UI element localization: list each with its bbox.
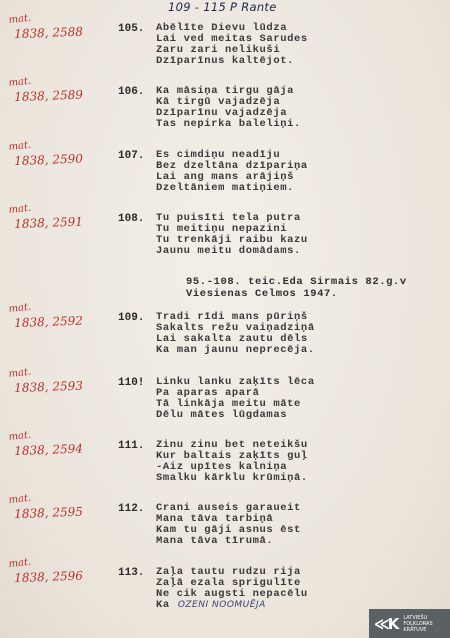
verse-line: Dēlu mātes lūgdamas <box>156 409 288 421</box>
verse-lines <box>156 503 301 547</box>
entry-number: 107. <box>118 150 145 162</box>
verse-lines <box>156 213 308 257</box>
note-line: Viesienas Celmos 1947. <box>186 288 338 300</box>
mat-label: mat. <box>8 366 32 380</box>
entry-number: 110! <box>118 377 145 389</box>
verse-line: -Aiz upītes kalniņa <box>156 461 288 473</box>
verse-lines <box>156 23 308 67</box>
entry-number: 111. <box>118 440 145 452</box>
verse-line: Kam tu gāji asnus ēst <box>156 524 301 536</box>
verse-line: Lai ang mans arājiņš <box>156 171 295 183</box>
verse-line: Mana tāva tīrumā. <box>156 535 274 547</box>
verse-line: Zinu zinu bet neteikšu <box>156 439 308 451</box>
verse-lines <box>156 377 315 421</box>
verse-line: Jaunu meitu domādams. <box>156 245 301 257</box>
archive-code: 1838, 2594 <box>14 441 84 458</box>
verse-line: Ka <box>156 599 170 611</box>
verse-lines <box>156 440 308 484</box>
verse-line: Zaļā ezala sprigulīte <box>156 577 301 589</box>
mat-label: mat. <box>8 12 32 26</box>
logo-text <box>403 615 432 633</box>
entry-number: 109. <box>118 312 145 324</box>
verse-line: Tā linkāja meitu māte <box>156 398 301 410</box>
verse-line: Tradi rīdi mans pūriņš <box>156 311 308 323</box>
verse-line: Dzīparīnus kaltējot. <box>156 55 295 67</box>
verse-line: Ne cik augsti nepacēlu <box>156 588 308 600</box>
verse-line: Bez dzeltāna dzīpariņa <box>156 160 308 172</box>
verse-line: Abēlīte Dievu lūdza <box>156 22 288 34</box>
entry-number: 105. <box>118 23 145 35</box>
verse-line: Lai ved meitas Sarudes <box>156 33 308 45</box>
verse-line: Crani auseis garaueit <box>156 502 301 514</box>
mat-label: mat. <box>8 75 32 89</box>
archive-code: 1838, 2592 <box>14 313 84 330</box>
verse-line: Tu trenkāji raibu kazu <box>156 234 308 246</box>
verse-line: Es cimdiņu neadīju <box>156 149 281 161</box>
archive-code: 1838, 2596 <box>14 568 84 585</box>
verse-line: Pa aparas aparā <box>156 387 260 399</box>
verse-line: Kur baltais zaķīts guļ <box>156 450 308 462</box>
verse-line: Dzīparīnu vajadzēja <box>156 107 288 119</box>
entry-number: 113. <box>118 567 145 579</box>
verse-lines <box>156 150 308 194</box>
archive-code: 1838, 2593 <box>14 378 84 395</box>
verse-line: Ka man jaunu neprecēja. <box>156 344 315 356</box>
verse-lines <box>156 312 315 356</box>
verse-lines <box>156 86 301 130</box>
mat-label: mat. <box>8 202 32 216</box>
page-header: 109 - 115 P Rante <box>168 0 277 14</box>
archive-code: 1838, 2591 <box>14 214 84 231</box>
logo-line: FOLKLORAS <box>403 620 433 627</box>
mat-label: mat. <box>8 492 32 506</box>
handwritten-line-ending: OZENI NOOMUĒJA <box>177 600 266 610</box>
verse-line: Tas nepirka baleliņi. <box>156 118 301 130</box>
entry-number: 108. <box>118 213 145 225</box>
verse-line: Mana tāva tarbiņā <box>156 513 274 525</box>
logo-line: KRĀTUVE <box>403 626 427 633</box>
mat-label: mat. <box>8 556 32 570</box>
verse-line: Linku lanku zaķīts lēca <box>156 376 315 388</box>
verse-line: Sakalts režu vaiņadziņā <box>156 322 315 334</box>
entry-number: 106. <box>118 86 145 98</box>
mat-label: mat. <box>8 301 32 315</box>
verse-line: Dzeltāniem matiņiem. <box>156 182 295 194</box>
archive-code: 1838, 2590 <box>14 151 84 168</box>
verse-line: Tu puisīti tela putra <box>156 212 301 224</box>
source-note <box>186 276 407 300</box>
archive-code: 1838, 2595 <box>14 504 84 521</box>
mat-label: mat. <box>8 429 32 443</box>
verse-line: Zaļa tautu rudzu rija <box>156 566 301 578</box>
verse-line: Lai sakalta zautu dēls <box>156 333 308 345</box>
logo-mark: ≪K <box>374 614 398 633</box>
archive-code: 1838, 2588 <box>14 24 84 41</box>
archive-code: 1838, 2589 <box>14 87 84 104</box>
verse-line: Zaru zari nelikuši <box>156 44 281 56</box>
note-line: 95.-108. teic.Eda Sirmais 82.g.v <box>186 276 407 288</box>
verse-lines <box>156 567 308 611</box>
entry-number: 112. <box>118 503 145 515</box>
verse-line: Kā tirgū vajadzēja <box>156 96 281 108</box>
mat-label: mat. <box>8 139 32 153</box>
logo-line: LATVIEŠU <box>403 614 428 621</box>
verse-line: Smalku kārklu krūmiņā. <box>156 472 308 484</box>
verse-line: Tu meitiņu nepazini <box>156 223 288 235</box>
verse-line: Ka māsiņa tirgu gāja <box>156 85 295 97</box>
archive-logo <box>369 609 450 638</box>
